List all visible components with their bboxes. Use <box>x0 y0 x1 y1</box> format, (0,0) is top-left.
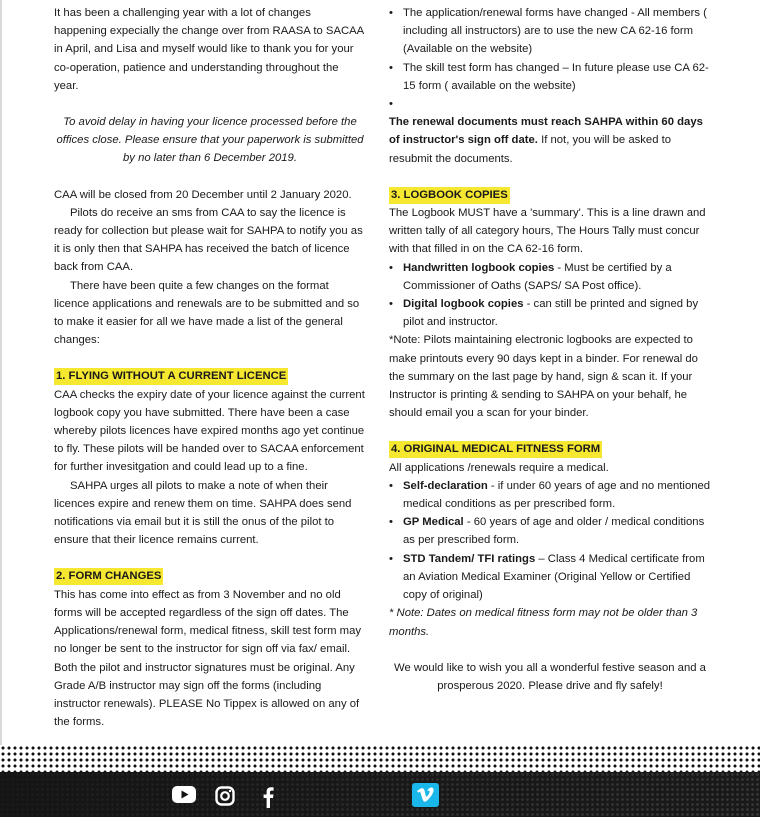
list-item <box>389 513 711 549</box>
section-1-paragraph-2: SAHPA urges all pilots to make a note of when their licences expire and renew them on time. SAHPA does send notifications via email but it is still the onus of the pilot to ensure that their licence remains current. <box>54 479 352 547</box>
logbook-list <box>389 259 711 332</box>
section-1-heading: 1. FLYING WITHOUT A CURRENT LICENCE <box>54 368 288 385</box>
spacer <box>389 641 711 659</box>
section-3-note: *Note: Pilots maintaining electronic logbooks are expected to make printouts every 90 days kept in a binder. For renewal do the summary on the last page by hand, sign & scan it. If your Instructor is printing & sending to SAHPA on your behalf, he should email you a scan for your binder. <box>389 334 698 420</box>
section-2-heading-wrap <box>54 567 366 585</box>
right-column <box>389 4 711 695</box>
instagram-icon[interactable] <box>215 786 235 806</box>
spacer <box>54 549 366 567</box>
section-4-note: * Note: Dates on medical fitness form may not be older than 3 months. <box>389 607 698 638</box>
list-item <box>389 259 711 295</box>
page-edge <box>0 0 2 817</box>
list-item-bold: Self-declaration <box>403 479 488 492</box>
list-item-text: – Class 4 Medical certificate from an Aviation Medical Examiner (Original Yellow or Certified copy of original) <box>403 552 705 602</box>
renewal-deadline <box>389 113 711 168</box>
spacer <box>54 168 366 186</box>
list-item <box>389 477 711 513</box>
list-item-empty <box>389 95 711 113</box>
list-item-text: - Must be certified by a Commissioner of Oaths (SAPS/ SA Post office). <box>403 261 672 292</box>
changes-paragraph: There have been quite a few changes on the format licence applications and renewals are to be submitted and so to make it easier for all we have made a list of the general changes: <box>54 279 360 347</box>
deadline-notice: To avoid delay in having your licence processed before the offices close. Please ensure that your paperwork is submitted by no later than 6 December 2019. <box>56 116 364 165</box>
caa-closed-text: CAA will be closed from 20 December until 2 January 2020. <box>54 188 352 201</box>
vimeo-icon[interactable] <box>412 783 439 807</box>
medical-list <box>389 477 711 604</box>
section-2-heading: 2. FORM CHANGES <box>54 568 163 585</box>
list-item-bold: STD Tandem/ TFI ratings <box>403 552 536 565</box>
section-4-heading: 4. ORIGINAL MEDICAL FITNESS FORM <box>389 441 602 458</box>
list-item-bold: Digital logbook copies <box>403 298 524 311</box>
section-3-heading: 3. LOGBOOK COPIES <box>389 187 510 204</box>
section-3-heading-wrap <box>389 186 711 204</box>
list-item: • The skill test form has changed – In future please use CA 62-15 form ( available on the website) <box>389 59 711 95</box>
youtube-icon[interactable] <box>172 786 196 803</box>
intro-paragraph: It has been a challenging year with a lot of changes happening expecially the change over from RAASA to SACAA in April, and Lisa and myself would like to thank you for your co-operation, patience and understanding throughout the year. <box>54 7 364 92</box>
section-3-paragraph: The Logbook MUST have a 'summary'. This is a line drawn and written tally of all category hours, The Hours Tally must concur with that filled in on the CA 62-16 form. <box>389 207 706 256</box>
section-4-paragraph: All applications /renewals require a medical. <box>389 461 609 474</box>
left-column <box>54 4 366 731</box>
section-1-heading-wrap <box>54 367 366 385</box>
list-item-text: - if under 60 years of age and no mentioned medical conditions as per prescribed form. <box>403 479 711 511</box>
section-2-paragraph: This has come into effect as from 3 November and no old forms will be accepted regardless of the sign off dates. The Applications/renewal form, medical fitness, skill test form may no longer be sent to the instructor for sign off via fax/ email. Both the pilot and instructor signatures must be original. Any Grade A/B instructor may sign off the forms (including instructor renewals). PLEASE No Tippex is allowed on any of the forms. <box>54 588 362 729</box>
list-item-bold: GP Medical <box>403 516 464 529</box>
renewal-deadline-bold: The renewal documents must reach SAHPA within 60 days of instructor's sign off date. <box>389 116 703 147</box>
list-item-text: - 60 years of age and older / medical conditions as per prescribed form. <box>403 516 705 547</box>
list-item-bold: Handwritten logbook copies <box>403 261 555 274</box>
sms-paragraph: Pilots do receive an sms from CAA to say the licence is ready for collection but please wait for SAHPA to notify you as it is only then that SAHPA has received the batch of licence back from CAA. <box>54 206 363 274</box>
list-item <box>389 550 711 605</box>
closing-message: We would like to wish you all a wonderful festive season and a prosperous 2020. Please drive and fly safely! <box>394 661 706 692</box>
section-1-paragraph: CAA checks the expiry date of your licence against the current logbook copy you have submitted. There have been a case whereby pilots licences have expired months ago yet continue to fly. These pilots will be handed over to SACAA enforcement for further invesitgation and could lead up to a fine. <box>54 388 365 474</box>
facebook-icon[interactable] <box>262 786 274 808</box>
spacer <box>389 168 711 186</box>
renewal-deadline-rest: If not, you will be asked to resubmit the documents. <box>389 134 672 165</box>
list-item <box>389 295 711 331</box>
spacer <box>389 422 711 440</box>
list-item: • The application/renewal forms have changed - All members ( including all instructors) are to use the new CA 62-16 form (Available on the website) <box>389 4 711 59</box>
form-change-list <box>389 4 711 113</box>
footer-shade <box>0 772 760 817</box>
spacer <box>54 95 366 113</box>
section-4-heading-wrap <box>389 440 711 458</box>
spacer <box>54 349 366 367</box>
footer-bar <box>0 772 760 817</box>
list-item-text: - can still be printed and signed by pilot and instructor. <box>403 298 699 329</box>
